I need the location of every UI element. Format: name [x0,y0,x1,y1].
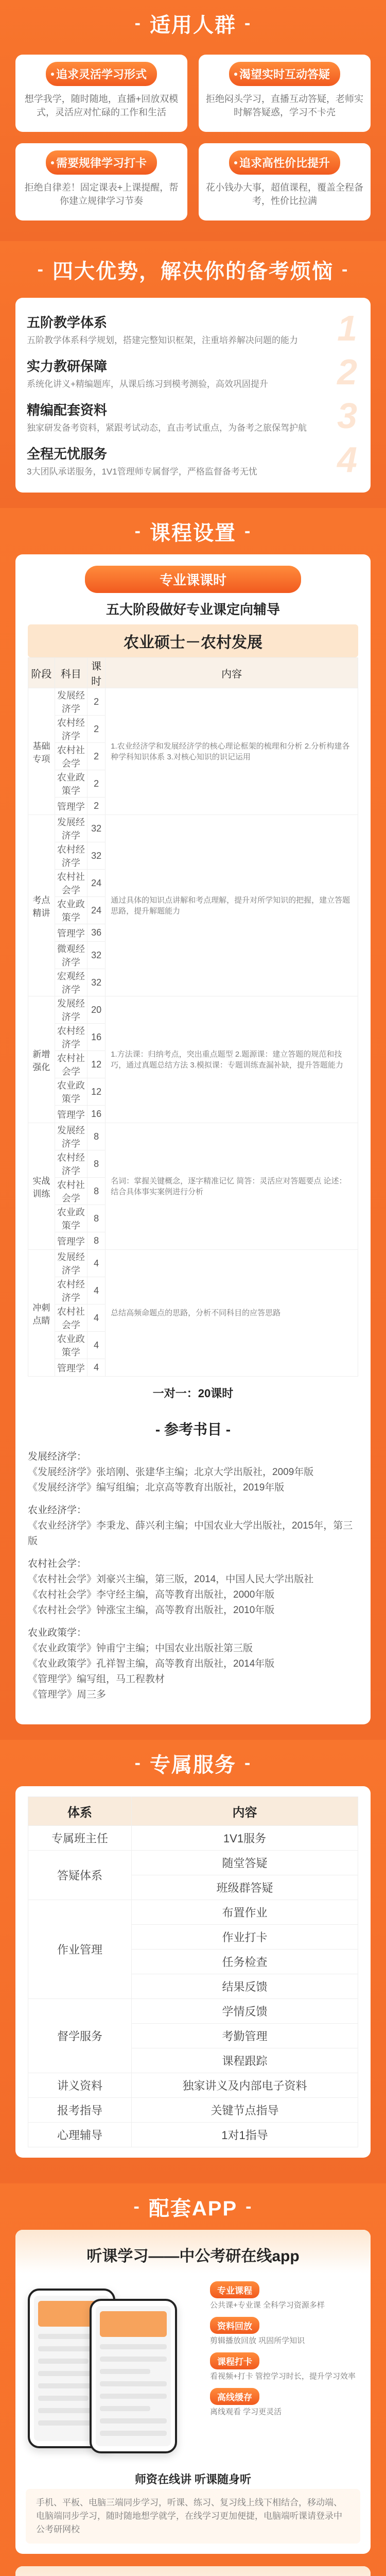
service-system: 专属班主任 [28,1826,132,1851]
advantage-item [27,308,359,352]
service-content: 考勤管理 [132,2024,358,2048]
audience-card [199,143,371,221]
apps-list [0,2230,386,2576]
advantage-desc: 五阶教学体系科学规划，搭建完整知识框架，注重培养解决问题的能力 [27,335,298,345]
course-subject: 发展经济学 [55,1250,87,1277]
table-row [28,815,358,842]
reference-group [28,1625,358,1703]
advantage-item [27,396,359,439]
service-header: 体系 [28,1797,132,1826]
table-row [28,1123,358,1150]
course-hours: 32 [87,942,106,969]
service-content: 结果反馈 [132,1974,358,1999]
advantage-title: 全程无忧服务 [27,446,108,462]
course-subject: 农业政策学 [55,1078,87,1106]
service-system: 督学服务 [28,1999,132,2073]
course-hours: 2 [87,688,106,716]
reference-line: 《农业政策学》钟甫宁主编；中国农业出版社第三版 [28,1643,253,1654]
feature-desc: 剪辑播放回放 巩固所学知识 [210,2336,305,2345]
feature-desc: 离线观看 学习更灵活 [210,2408,282,2416]
course-subject: 农村经济学 [55,1024,87,1051]
course-subject: 发展经济学 [55,996,87,1024]
advantage-item [27,439,359,483]
course-section [0,508,386,1740]
audience-grid [15,55,371,221]
service-system: 报考指导 [28,2098,132,2123]
course-hours: 16 [87,1024,106,1051]
course-hours: 12 [87,1078,106,1106]
course-hours: 8 [87,1178,106,1205]
course-hours: 8 [87,1150,106,1178]
service-card [15,1786,371,2158]
course-subject: 农村社会学 [55,743,87,770]
course-hours: 36 [87,924,106,942]
table-row [28,1826,358,1851]
advantage-desc: 独家研发备考资料，紧跟考试动态，直击考试重点，为备考之旅保驾护航 [27,423,307,433]
advantage-number: 2 [337,352,357,392]
advantage-title: 实力教研保障 [27,359,108,374]
table-row [28,1999,358,2024]
feature-desc: 看视频+打卡 管控学习时长，提升学习效率 [210,2372,356,2381]
service-system: 心理辅导 [28,2123,132,2147]
audience-tag: 追求高性价比提升 [229,150,340,175]
course-hours: 8 [87,1123,106,1150]
course-subject: 农村经济学 [55,842,87,870]
reference-group [28,1449,358,1496]
course-hours: 16 [87,1106,106,1123]
course-content: 总结高频命题点的思路，分析不同科目的应答思路 [106,1250,358,1377]
course-hours: 4 [87,1332,106,1359]
table-row [28,2073,358,2098]
advantage-title: 五阶教学体系 [27,315,108,330]
course-stage: 新增强化 [28,996,55,1123]
reference-group [28,1503,358,1549]
table-row [28,1851,358,1875]
course-subject: 农村社会学 [55,1178,87,1205]
course-subject: 宏观经济学 [55,969,87,996]
app-feature [210,2317,358,2346]
course-hours: 24 [87,897,106,924]
course-hours: 24 [87,870,106,897]
course-hours: 4 [87,1304,106,1332]
course-table-title: 农业硕士－农村发展 [28,624,358,657]
service-header: 内容 [132,1797,358,1826]
audience-card [199,55,371,132]
course-subject: 农村社会学 [55,1051,87,1078]
feature-tag: 资料回放 [210,2317,259,2334]
reference-list [28,1449,358,1703]
reference-line: 《管理学》周三多 [28,1689,107,1700]
service-system: 作业管理 [28,1900,132,1999]
course-subject: 农业政策学 [55,1332,87,1359]
phone-mockup [28,2278,198,2464]
audience-tag: 渴望实时互动答疑 [229,62,340,86]
app-name [15,2566,371,2576]
course-subject: 农村社会学 [55,1304,87,1332]
reference-line: 发展经济学： [28,1451,87,1462]
course-subject: 农村社会学 [55,870,87,897]
advantage-number: 1 [337,308,357,348]
app-feature [210,2388,358,2417]
audience-title: - 适用人群 - [134,13,252,37]
service-table [28,1797,358,2147]
service-content: 作业打卡 [132,1925,358,1950]
reference-line: 《农村社会学》刘豪兴主编，第三版，2014，中国人民大学出版社 [28,1574,314,1585]
course-hours: 8 [87,1232,106,1250]
advantage-number: 3 [337,396,357,436]
advantage-title: 精编配套资料 [27,402,108,418]
course-subject: 微观经济学 [55,942,87,969]
reference-line: 《农村社会学》钟涨宝主编，高等教育出版社，2010年版 [28,1605,275,1616]
course-subject: 发展经济学 [55,1123,87,1150]
course-header: 内容 [106,658,358,688]
service-content: 随堂答疑 [132,1851,358,1875]
advantages-title: - 四大优势，解决你的备考烦恼 - [37,259,349,283]
course-subject: 农业政策学 [55,770,87,798]
feature-desc: 公共课+专业课 全科学习资源多样 [210,2301,325,2310]
course-subject: 管理学 [55,1232,87,1250]
course-hours: 4 [87,1277,106,1304]
course-subject: 农村经济学 [55,716,87,743]
reference-group [28,1556,358,1618]
apps-title: - 配套APP - [133,2196,253,2220]
course-hours: 2 [87,770,106,798]
reference-line: 《农村社会学》李守经主编，高等教育出版社，2000年版 [28,1589,275,1600]
service-system: 讲义资料 [28,2073,132,2098]
app-feature [210,2281,358,2311]
audience-section [0,0,386,241]
app-feature [210,2352,358,2382]
reference-line: 《农业经济学》李秉龙、薛兴利主编；中国农业大学出版社，2015年，第三版 [28,1520,353,1547]
advantages-card [15,298,371,493]
service-title: - 专属服务 - [134,1753,252,1776]
audience-tag: 追求灵活学习形式 [46,62,157,86]
phone-icon [90,2299,177,2453]
course-stage: 冲刺点睛 [28,1250,55,1377]
course-subject: 农村经济学 [55,1150,87,1178]
course-hours: 20 [87,996,106,1024]
audience-card [15,143,187,221]
course-header: 阶段 [28,658,55,688]
reference-line: 农业经济学： [28,1505,87,1516]
reference-line: 农村社会学： [28,1558,87,1569]
table-row [28,688,358,716]
advantages-section [0,241,386,508]
course-subject: 管理学 [55,1106,87,1123]
course-hours: 4 [87,1250,106,1277]
advantage-item [27,352,359,396]
course-hours: 4 [87,1359,106,1377]
service-section [0,1740,386,2183]
course-subject: 农业政策学 [55,1205,87,1232]
course-header: 科目 [55,658,87,688]
feature-tag: 课程打卡 [210,2352,259,2369]
course-stage: 考点精讲 [28,815,55,996]
course-hours: 2 [87,798,106,815]
course-stage: 基础专项 [28,688,55,815]
service-content: 独家讲义及内部电子资料 [132,2073,358,2098]
course-hours: 8 [87,1205,106,1232]
app-note: 手机、平板、电脑三端同步学习，听课、练习、复习线上线下相结合，移动端、电脑端同步学习，随时随地想学就学，在线学习更加便捷，电脑端听课请登录中公考研网校 [26,2489,360,2544]
course-content: 1.方法课：归纳考点，突出重点题型 2.题源课：建立答题的规范和技巧，通过真题总结方法 3.模拟课：专题训练查漏补缺，提升答题能力 [106,996,358,1123]
service-content: 班级群答疑 [132,1875,358,1900]
course-subject: 管理学 [55,798,87,815]
course-header: 课时 [87,658,106,688]
course-hours: 32 [87,969,106,996]
service-system: 答疑体系 [28,1851,132,1900]
audience-desc: 拒绝闷头学习，直播互动答疑，老师实时解答疑惑，学习不卡壳 [206,94,363,117]
course-banner: 专业课课时 [85,566,301,593]
course-hours: 32 [87,815,106,842]
feature-tag: 高线缓存 [210,2388,259,2405]
apps-section [0,2183,386,2576]
course-content: 1.农业经济学和发展经济学的核心理论框架的梳理和分析 2.分析构建各种学科知识体系 3.对核心知识的识记运用 [106,688,358,815]
app-card [15,2230,371,2554]
table-row [28,1250,358,1277]
audience-desc: 想学我学，随时随地，直播+回放双模式，灵活应对忙碌的工作和生活 [24,94,179,117]
reference-line: 《农业政策学》孔祥智主编，高等教育出版社，2014年版 [28,1658,275,1669]
reference-line: 《管理学》编写组，马工程教材 [28,1674,165,1685]
course-card [15,554,371,1724]
course-subject: 发展经济学 [55,815,87,842]
app-card [15,2566,371,2576]
course-subject: 发展经济学 [55,688,87,716]
course-subtitle: 五大阶段做好专业课定向辅导 [106,602,280,617]
course-subject: 管理学 [55,924,87,942]
service-content: 课程跟踪 [132,2048,358,2073]
app-name: 听课学习——中公考研在线app [15,2230,371,2273]
reference-line: 《发展经济学》编写组编；北京高等教育出版社，2019年版 [28,1482,285,1493]
service-content: 1V1服务 [132,1826,358,1851]
table-row [28,1900,358,1925]
course-title: - 课程设置 - [134,521,252,545]
service-content: 任务检查 [132,1950,358,1974]
service-content: 学情反馈 [132,1999,358,2024]
advantage-desc: 系统化讲义+精编题库，从课后练习到模考测验，高效巩固提升 [27,379,268,389]
course-subject: 农业政策学 [55,897,87,924]
table-row [28,2098,358,2123]
service-content: 关键节点指导 [132,2098,358,2123]
audience-desc: 拒绝自律差！固定课表+上课提醒，帮你建立规律学习节奏 [24,182,179,206]
course-subject: 农村经济学 [55,1277,87,1304]
service-content: 布置作业 [132,1900,358,1925]
course-table [28,657,358,1377]
course-hours: 2 [87,743,106,770]
course-subject: 管理学 [55,1359,87,1377]
feature-tag: 专业课程 [210,2281,259,2298]
app-caption: 师资在线讲 听课随身听 [134,2473,252,2486]
advantage-number: 4 [337,439,357,480]
table-row [28,2123,358,2147]
course-total: 一对一：20课时 [152,1387,234,1400]
reference-title: - 参考书目 - [155,1421,231,1437]
advantage-desc: 3大团队承诺服务，1V1管理师专属督学，严格监督备考无忧 [27,467,257,477]
audience-tag: 需要规律学习打卡 [46,150,157,175]
reference-line: 农业政策学： [28,1628,87,1638]
reference-line: 《发展经济学》张培刚、张建华主编；北京大学出版社，2009年版 [28,1467,314,1478]
app-features [210,2278,358,2464]
course-hours: 12 [87,1051,106,1078]
course-stage: 实战训练 [28,1123,55,1250]
course-hours: 2 [87,716,106,743]
service-content: 1对1指导 [132,2123,358,2147]
course-content: 通过具体的知识点讲解和考点理解，提升对所学知识的把握，建立答题思路，提升解题能力 [106,815,358,996]
table-row [28,996,358,1024]
course-hours: 32 [87,842,106,870]
audience-card [15,55,187,132]
course-content: 名词：掌握关键概念，逐字精准记忆 简答：灵活应对答题要点 论述：结合具体事实案例进行分析 [106,1123,358,1250]
audience-desc: 花小钱办大事，超值课程，覆盖全程备考，性价比拉满 [206,182,363,206]
